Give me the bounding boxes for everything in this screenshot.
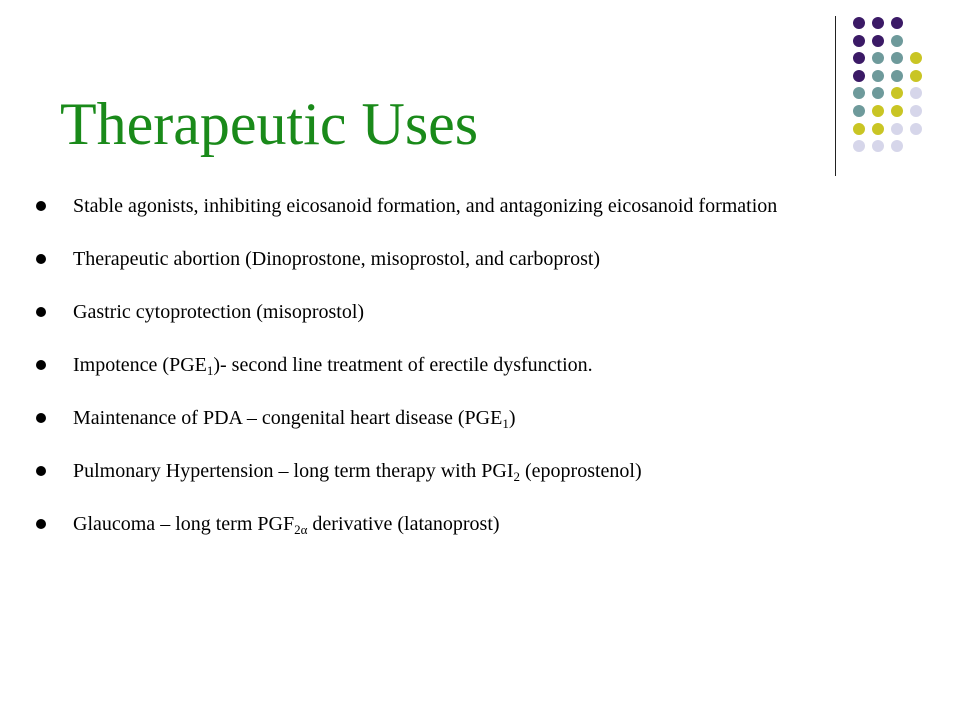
bullet-text: )- second line treatment of erectile dysfunction. (213, 354, 593, 376)
bullet-text: Impotence (PGE (73, 354, 207, 376)
bullet-dot-icon (36, 360, 46, 370)
slide-title: Therapeutic Uses (60, 91, 479, 157)
decorative-dot-purple (853, 70, 865, 82)
decorative-dot-purple (872, 35, 884, 47)
decorative-dot-lavender (872, 140, 884, 152)
decorative-dot-olive (910, 52, 922, 64)
bullet-dot-icon (36, 519, 46, 529)
decorative-dot-teal (891, 52, 903, 64)
decorative-dot-olive (872, 105, 884, 117)
decorative-dot-lavender (891, 123, 903, 135)
decorative-dot-lavender (910, 87, 922, 99)
decorative-dot-teal (872, 87, 884, 99)
decorative-dot-purple (872, 17, 884, 29)
bullet-item (36, 504, 916, 544)
bullet-dot-icon (36, 201, 46, 211)
bullet-text: (epoprostenol) (520, 460, 642, 482)
bullet-item (36, 292, 916, 332)
decorative-dot-purple (891, 17, 903, 29)
bullet-item (36, 451, 916, 491)
decorative-dot-olive (872, 123, 884, 135)
bullet-subscript: 1 (502, 416, 509, 431)
decorative-dot-olive (891, 87, 903, 99)
decorative-dot-lavender (853, 140, 865, 152)
decorative-dot-olive (910, 70, 922, 82)
bullet-dot-icon (36, 307, 46, 317)
decorative-dot-purple (853, 52, 865, 64)
bullet-item (36, 345, 916, 385)
decorative-dot-teal (853, 87, 865, 99)
bullet-text: Therapeutic abortion (Dinoprostone, misoprostol, and carboprost) (73, 248, 601, 270)
bullet-subscript: 2 (513, 469, 520, 484)
decorative-dot-teal (853, 105, 865, 117)
bullet-text: Gastric cytoprotection (misoprostol) (73, 301, 365, 323)
decorative-dot-olive (853, 123, 865, 135)
bullet-dot-icon (36, 413, 46, 423)
decorative-dot-purple (853, 35, 865, 47)
bullet-item (36, 186, 916, 226)
bullet-text: ) (508, 407, 516, 429)
decorative-dot-olive (891, 105, 903, 117)
bullet-item (36, 239, 916, 279)
decorative-dot-lavender (910, 105, 922, 117)
decorative-dot-lavender (910, 123, 922, 135)
decorative-dot-purple (853, 17, 865, 29)
decorative-dot-teal (891, 35, 903, 47)
decorative-dot-grid (853, 17, 943, 157)
bullet-text: Pulmonary Hypertension – long term therapy with PGI (73, 460, 514, 482)
decorative-dot-lavender (891, 140, 903, 152)
decorative-dot-teal (872, 52, 884, 64)
bullet-dot-icon (36, 254, 46, 264)
bullet-subscript: 1 (206, 363, 214, 378)
bullet-dot-icon (36, 466, 46, 476)
bullet-text: Maintenance of PDA – congenital heart disease (PGE (73, 407, 503, 429)
bullet-subscript: 2α (294, 522, 308, 537)
bullet-list (36, 186, 916, 557)
title-divider (835, 16, 836, 176)
decorative-dot-teal (872, 70, 884, 82)
bullet-text: Glaucoma – long term PGF (73, 513, 295, 535)
bullet-item (36, 398, 916, 438)
bullet-text: derivative (latanoprost) (307, 513, 500, 535)
bullet-text: Stable agonists, inhibiting eicosanoid formation, and antagonizing eicosanoid formation (73, 195, 778, 217)
decorative-dot-teal (891, 70, 903, 82)
